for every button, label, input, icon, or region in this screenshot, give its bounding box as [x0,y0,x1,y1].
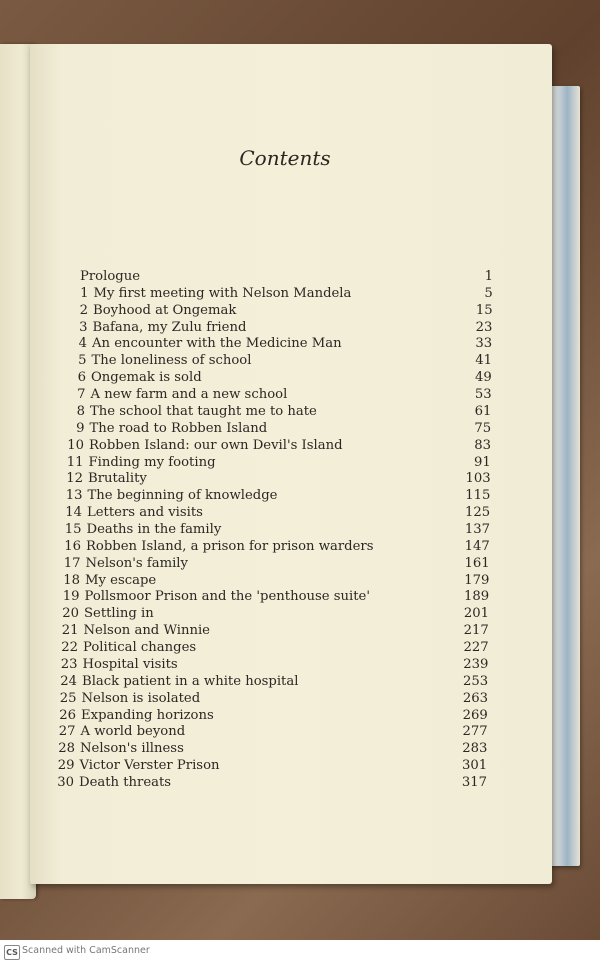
toc-entry [0,690,600,708]
chapter-number: 20 [62,606,79,622]
chapter-number: 18 [63,572,80,588]
chapter-title: Finding my footing [88,454,216,470]
page-number: 161 [464,555,490,571]
chapter-number: 3 [79,319,88,335]
page-number: 125 [465,505,491,521]
chapter-title: The school that taught me to hate [90,403,317,419]
page-number: 263 [462,690,488,706]
chapter-number: 14 [65,505,82,521]
page-number: 41 [475,353,492,369]
toc-entry [0,302,600,320]
page-number: 283 [462,741,488,757]
toc-entry [0,420,600,438]
chapter-title: Nelson is isolated [81,690,201,706]
chapter-title: Settling in [84,606,154,622]
chapter-title: Hospital visits [82,656,178,672]
toc-entry [0,588,600,606]
chapter-number: 12 [66,471,83,487]
page-number: 103 [465,471,491,487]
page-number: 1 [484,269,493,284]
chapter-number: 24 [60,673,77,689]
toc-entry [0,504,600,522]
toc-entry [0,352,600,370]
chapter-number: 29 [57,758,75,774]
chapter-number: 16 [64,538,81,554]
chapter-title: The road to Robben Island [89,420,268,436]
chapter-number: 17 [63,555,81,571]
chapter-number: 26 [59,707,76,723]
toc-entry [0,656,600,674]
toc-entry [0,555,600,573]
chapter-title: The beginning of knowledge [87,488,278,504]
toc-entry [0,487,600,505]
page-number: 277 [462,724,488,740]
page-number: 227 [463,640,489,656]
page-number: 75 [474,420,492,436]
toc-entry [0,740,600,758]
toc-entry [0,707,600,725]
toc-entry [0,437,600,455]
chapter-number: 27 [58,724,76,740]
chapter-number: 23 [60,656,78,672]
chapter-number: 13 [65,488,83,504]
toc-entry [0,454,600,472]
toc-entry [0,639,600,657]
toc-entry [0,572,600,590]
page-number: 5 [484,285,493,301]
page-number: 53 [474,387,492,403]
chapter-title: Nelson's family [85,555,188,571]
page-number: 317 [461,775,487,790]
toc-entry [0,268,600,286]
contents-heading: Contents [239,146,331,170]
chapter-number: 25 [59,690,77,706]
chapter-title: My first meeting with Nelson Mandela [93,285,352,301]
page-number: 23 [475,319,493,335]
chapter-title: A new farm and a new school [90,387,288,403]
chapter-number: 6 [77,370,86,386]
chapter-title: Ongemak is sold [91,370,202,386]
toc-entry [0,605,600,623]
toc-entry [0,723,600,741]
chapter-number: 22 [61,640,78,656]
chapter-title: Death threats [79,775,172,790]
toc-entry [0,774,600,792]
page-number: 49 [475,370,492,386]
toc-entry [0,403,600,421]
toc-entry [0,757,600,775]
page-number: 91 [474,454,491,470]
toc-entry [0,386,600,404]
page-number: 269 [462,707,488,723]
chapter-title: Robben Island, a prison for prison warders [86,538,374,554]
toc-entry [0,369,600,387]
chapter-number: 2 [79,302,88,318]
chapter-title: Victor Verster Prison [79,758,220,774]
chapter-title: An encounter with the Medicine Man [92,336,342,352]
page-number: 239 [463,656,489,672]
toc-entry [0,622,600,640]
page-number: 15 [475,302,493,318]
page-number: 83 [474,437,491,453]
camscanner-logo: CS [4,945,20,960]
chapter-title: Robben Island: our own Devil's Island [89,437,343,453]
toc-entry [0,521,600,539]
page-number: 33 [475,336,493,352]
page-number: 217 [463,623,489,639]
toc-entry [0,470,600,488]
chapter-title: Expanding horizons [81,707,214,723]
page-number: 147 [464,538,490,554]
chapter-number: 10 [67,437,84,453]
chapter-title: Boyhood at Ongemak [93,302,237,318]
chapter-number: 28 [58,741,75,757]
chapter-number: 15 [64,522,82,537]
chapter-number: 21 [61,623,79,639]
scanner-footer [0,940,600,965]
chapter-title: Pollsmoor Prison and the 'penthouse suite' [84,589,370,605]
chapter-number: 1 [80,285,89,301]
chapter-number: 19 [62,589,80,605]
chapter-title: Letters and visits [87,505,203,521]
page-number: 137 [464,522,490,537]
page-number: 201 [463,606,489,622]
toc-entry [0,538,600,556]
chapter-number: 11 [66,454,84,470]
chapter-title: Black patient in a white hospital [82,673,299,689]
chapter-number: 7 [77,387,86,403]
toc-entry [0,285,600,303]
toc-entry [0,319,600,337]
page-number: 253 [463,673,489,689]
chapter-number: 8 [76,403,85,419]
chapter-title: A world beyond [80,724,186,740]
chapter-number: 30 [57,775,74,790]
toc-entry [0,335,600,353]
chapter-title: Nelson's illness [80,741,184,757]
camscanner-watermark: Scanned with CamScanner [22,945,150,956]
chapter-title: Brutality [88,471,147,487]
page-number: 179 [464,572,490,588]
chapter-title: Prologue [80,269,141,284]
page-number: 301 [462,758,488,774]
chapter-title: Nelson and Winnie [83,623,210,639]
chapter-number: 9 [76,420,85,436]
chapter-title: Political changes [83,640,197,656]
chapter-title: My escape [85,572,157,588]
chapter-number: 5 [78,353,87,369]
chapter-title: The loneliness of school [91,353,252,369]
chapter-title: Deaths in the family [86,522,222,537]
page-number: 115 [465,488,491,504]
page-number: 61 [474,403,492,419]
chapter-number: 4 [78,336,87,352]
page-number: 189 [464,589,490,605]
toc-entry [0,673,600,691]
chapter-title: Bafana, my Zulu friend [92,319,247,335]
